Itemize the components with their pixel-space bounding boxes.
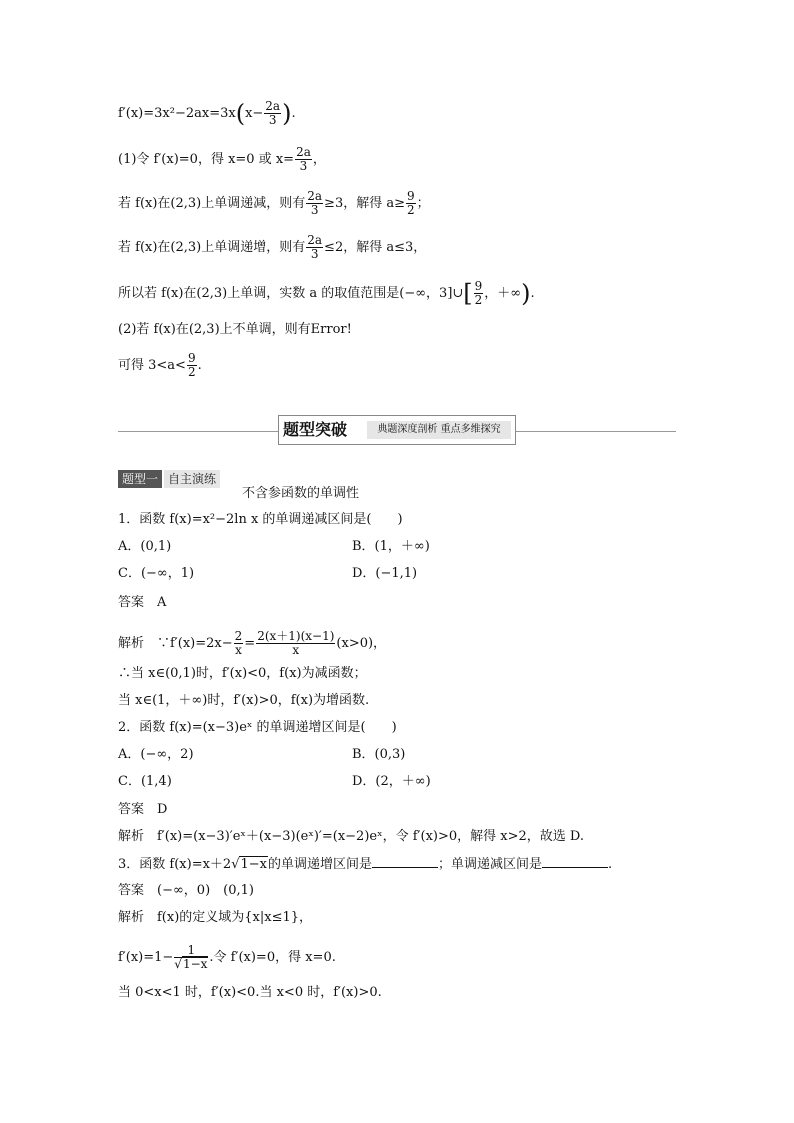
q3-analysis-line3: 当 0<x<1 时，f′(x)<0.当 x<0 时，f′(x)>0.	[118, 985, 382, 1000]
fraction: $\frac{1}{√1-x}$	[174, 943, 208, 971]
q1-stem: 1．函数 f(x)=x²−2ln x 的单调递减区间是( )	[118, 512, 403, 527]
q1-option-c: C．(−∞，1)	[118, 566, 195, 581]
range-line: 所以若 f(x)在(2,3)上单调，实数 a 的取值范围是(−∞，3]∪[ $\frac{9}{2}$ ，＋∞).	[118, 279, 535, 308]
q2-option-a: A．(−∞，2)	[118, 747, 194, 762]
q1-analysis-line3: 当 x∈(1，＋∞)时，f′(x)>0，f(x)为增函数.	[118, 693, 370, 708]
sqrt-sign: √	[174, 957, 182, 971]
divider-left	[118, 431, 278, 432]
result-line: 可得 3<a< $\frac{9}{2}$ .	[118, 351, 202, 379]
q2-answer: 答案 D	[118, 802, 168, 817]
section-banner	[278, 415, 516, 445]
sqrt-sign: √	[231, 857, 240, 872]
fraction: $\frac{9}{2}$	[474, 279, 483, 307]
paren-right: )	[282, 99, 292, 128]
q1-analysis-line2: ∴当 x∈(0,1)时，f′(x)<0，f(x)为减函数；	[118, 666, 367, 681]
fraction: $\frac{2a}{3}$	[307, 233, 323, 261]
divider-right	[516, 431, 676, 432]
fraction: $\frac{9}{2}$	[407, 189, 415, 217]
fraction: $\frac{2}{x}$	[234, 629, 243, 657]
part2-line: (2)若 f(x)在(2,3)上不单调，则有Error!	[118, 322, 352, 337]
tag-label: 题型一	[118, 470, 162, 488]
decreasing-line: 若 f(x)在(2,3)上单调递减，则有 $\frac{2a}{3}$ ≥3，解得 a≥ $\frac{9}{2}$ ；	[118, 189, 430, 217]
q3-analysis: 解析 f(x)的定义域为{x|x≤1}，	[118, 910, 313, 925]
q2-option-d: D．(2，＋∞)	[352, 774, 431, 789]
q2-stem: 2．函数 f(x)=(x−3)eˣ 的单调递增区间是( )	[118, 720, 397, 735]
section-tag	[118, 470, 220, 488]
q1-analysis: 解析 ∵f′(x)=2x− $\frac{2}{x}$ = $\frac{2(x+1)(x-1)}{x}$ (x>0)，	[118, 629, 387, 657]
fraction: $\frac{2a}{3}$	[265, 99, 281, 127]
tag-sub: 自主演练	[164, 470, 220, 488]
fraction: $\frac{2a}{3}$	[296, 145, 311, 173]
q1-answer: 答案 A	[118, 595, 167, 610]
q2-option-b: B．(0,3)	[352, 747, 406, 762]
paren-left: (	[235, 99, 246, 128]
section-subtitle: 不含参函数的单调性	[242, 486, 360, 501]
derivative-text: f′(x)=3x²−2ax=3x	[118, 106, 236, 121]
q3-answer: 答案 (−∞，0) (0,1)	[118, 883, 254, 898]
part1-line: (1)令 f′(x)=0，得 x=0 或 x= $\frac{2a}{3}$ ，	[118, 145, 326, 173]
derivative-line: f′(x)=3x²−2ax=3x(x− $\frac{2a}{3}$ ).	[118, 99, 296, 128]
banner-subtitle: 典题深度剖析 重点多维探究	[367, 421, 511, 439]
answer-blank[interactable]	[542, 855, 608, 868]
fraction: $\frac{2(x+1)(x-1)}{x}$	[257, 629, 335, 657]
fraction: $\frac{9}{2}$	[187, 351, 196, 379]
banner-title: 题型突破	[283, 420, 348, 439]
answer-blank[interactable]	[372, 855, 438, 868]
q2-option-c: C．(1,4)	[118, 774, 172, 789]
q3-stem: 3．函数 f(x)=x＋2√1−x的单调递增区间是 ；单调递减区间是 .	[118, 857, 613, 872]
q3-analysis-line2: f′(x)=1− $\frac{1}{√1-x}$ .令 f′(x)=0，得 x=0.	[118, 943, 336, 971]
q1-option-a: A．(0,1)	[118, 539, 172, 554]
q2-analysis: 解析 f′(x)=(x−3)′eˣ＋(x−3)(eˣ)′=(x−2)eˣ，令 f′(x)>0，解得 x>2，故选 D.	[118, 829, 584, 844]
fraction: $\frac{2a}{3}$	[307, 189, 323, 217]
derivative-inner: x−	[245, 106, 264, 121]
q1-option-d: D．(−1,1)	[352, 566, 418, 581]
q1-option-b: B．(1，＋∞)	[352, 539, 430, 554]
increasing-line: 若 f(x)在(2,3)上单调递增，则有 $\frac{2a}{3}$ ≤2，解得 a≤3，	[118, 233, 427, 261]
